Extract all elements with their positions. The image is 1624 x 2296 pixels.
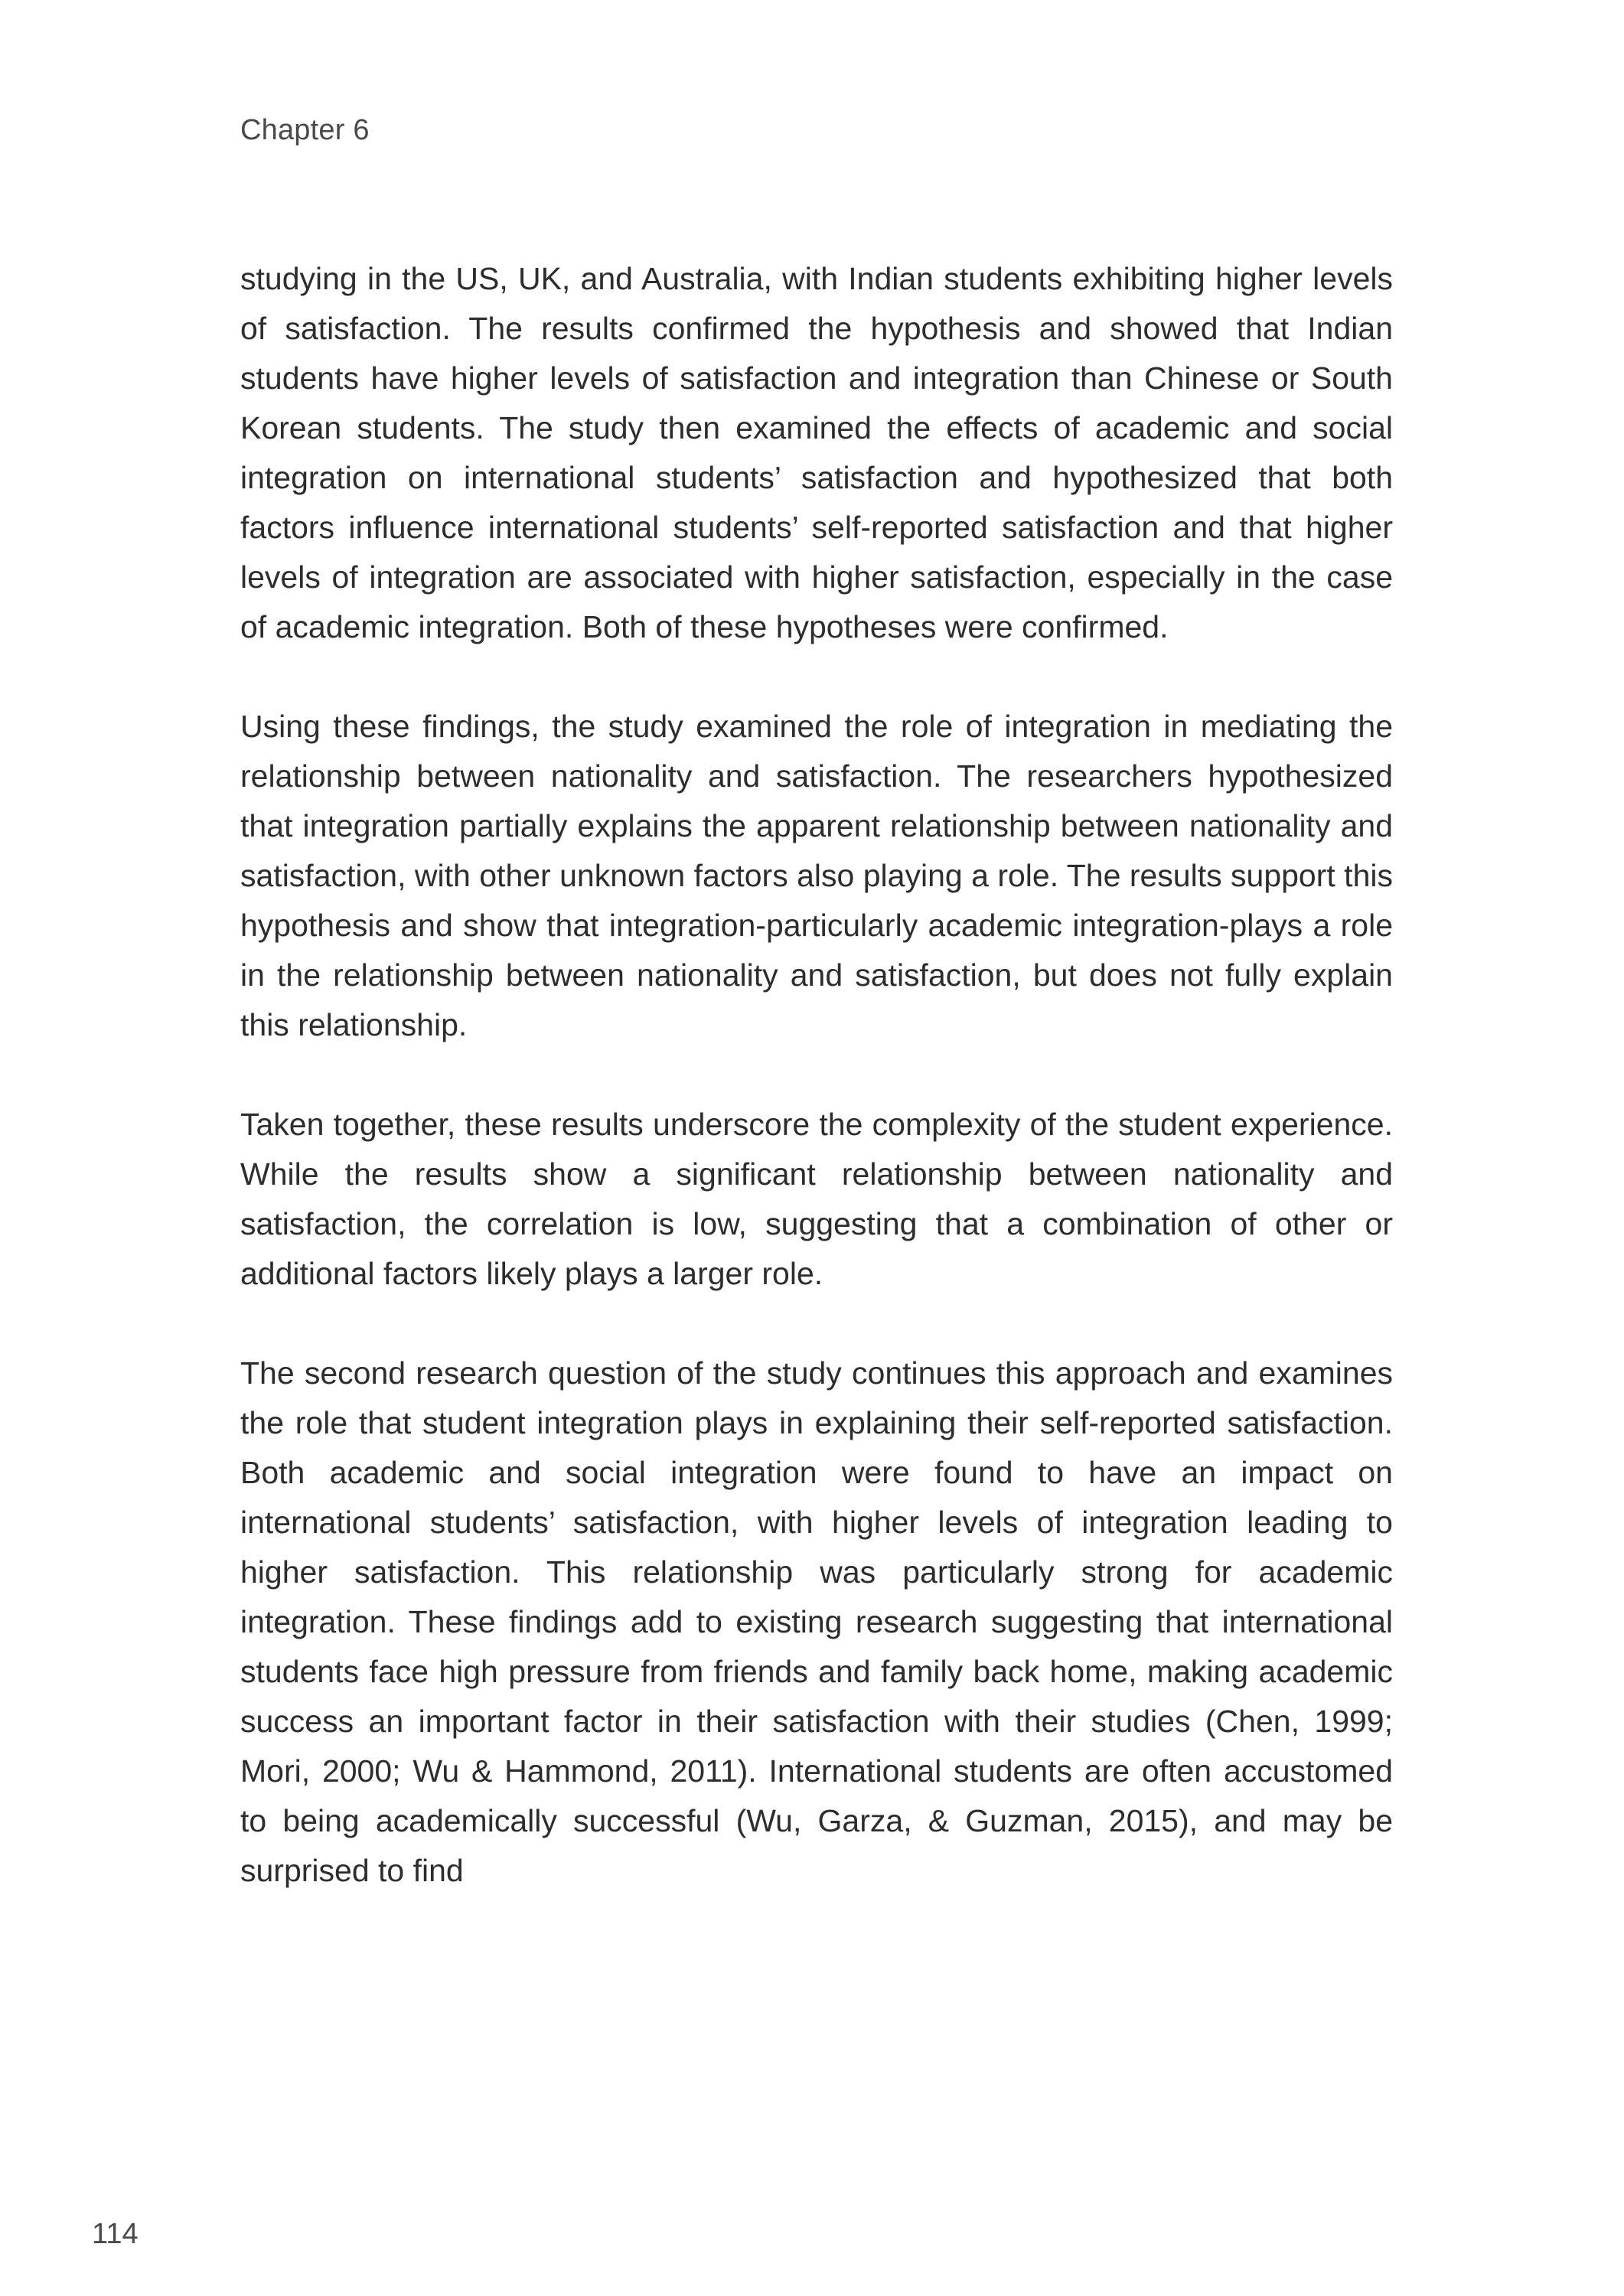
body-text xyxy=(240,254,1393,1896)
body-paragraph-3: Taken together, these results underscore the complexity of the student experience. While the results show a significant relationship between nationality and satisfaction, the correlation is low, suggesting that a combination of other or additional factors likely plays a larger role. xyxy=(240,1107,1393,1291)
page-number: 114 xyxy=(92,2218,139,2250)
body-paragraph-2: Using these findings, the study examined the role of integration in mediating the relationship between nationality and satisfaction. The researchers hypothesized that integration partially explains the apparent relationship between nationality and satisfaction, with other unknown factors also playing a role. The results support this hypothesis and show that integration-particularly academic integration-plays a role in the relationship between nationality and satisfaction, but does not fully explain this relationship. xyxy=(240,709,1393,1042)
body-paragraph-1: studying in the US, UK, and Australia, with Indian students exhibiting higher levels of satisfaction. The results confirmed the hypothesis and showed that Indian students have higher levels of satisfaction and integration than Chinese or South Korean students. The study then examined the effects of academic and social integration on international students’ satisfaction and hypothesized that both factors influence international students’ self-reported satisfaction and that higher levels of integration are associated with higher satisfaction, especially in the case of academic integration. Both of these hypotheses were confirmed. xyxy=(240,261,1393,644)
body-paragraph-4: The second research question of the study continues this approach and examines the role that student integration plays in explaining their self-reported satisfaction. Both academic and social integration were found to have an impact on international students’ satisfaction, with higher levels of integration leading to higher satisfaction. This relationship was particularly strong for academic integration. These findings add to existing research suggesting that international students face high pressure from friends and family back home, making academic success an important factor in their satisfaction with their studies (Chen, 1999; Mori, 2000; Wu & Hammond, 2011). International students are often accustomed to being academically successful (Wu, Garza, & Guzman, 2015), and may be surprised to find xyxy=(240,1355,1393,1888)
chapter-header: Chapter 6 xyxy=(240,114,370,146)
